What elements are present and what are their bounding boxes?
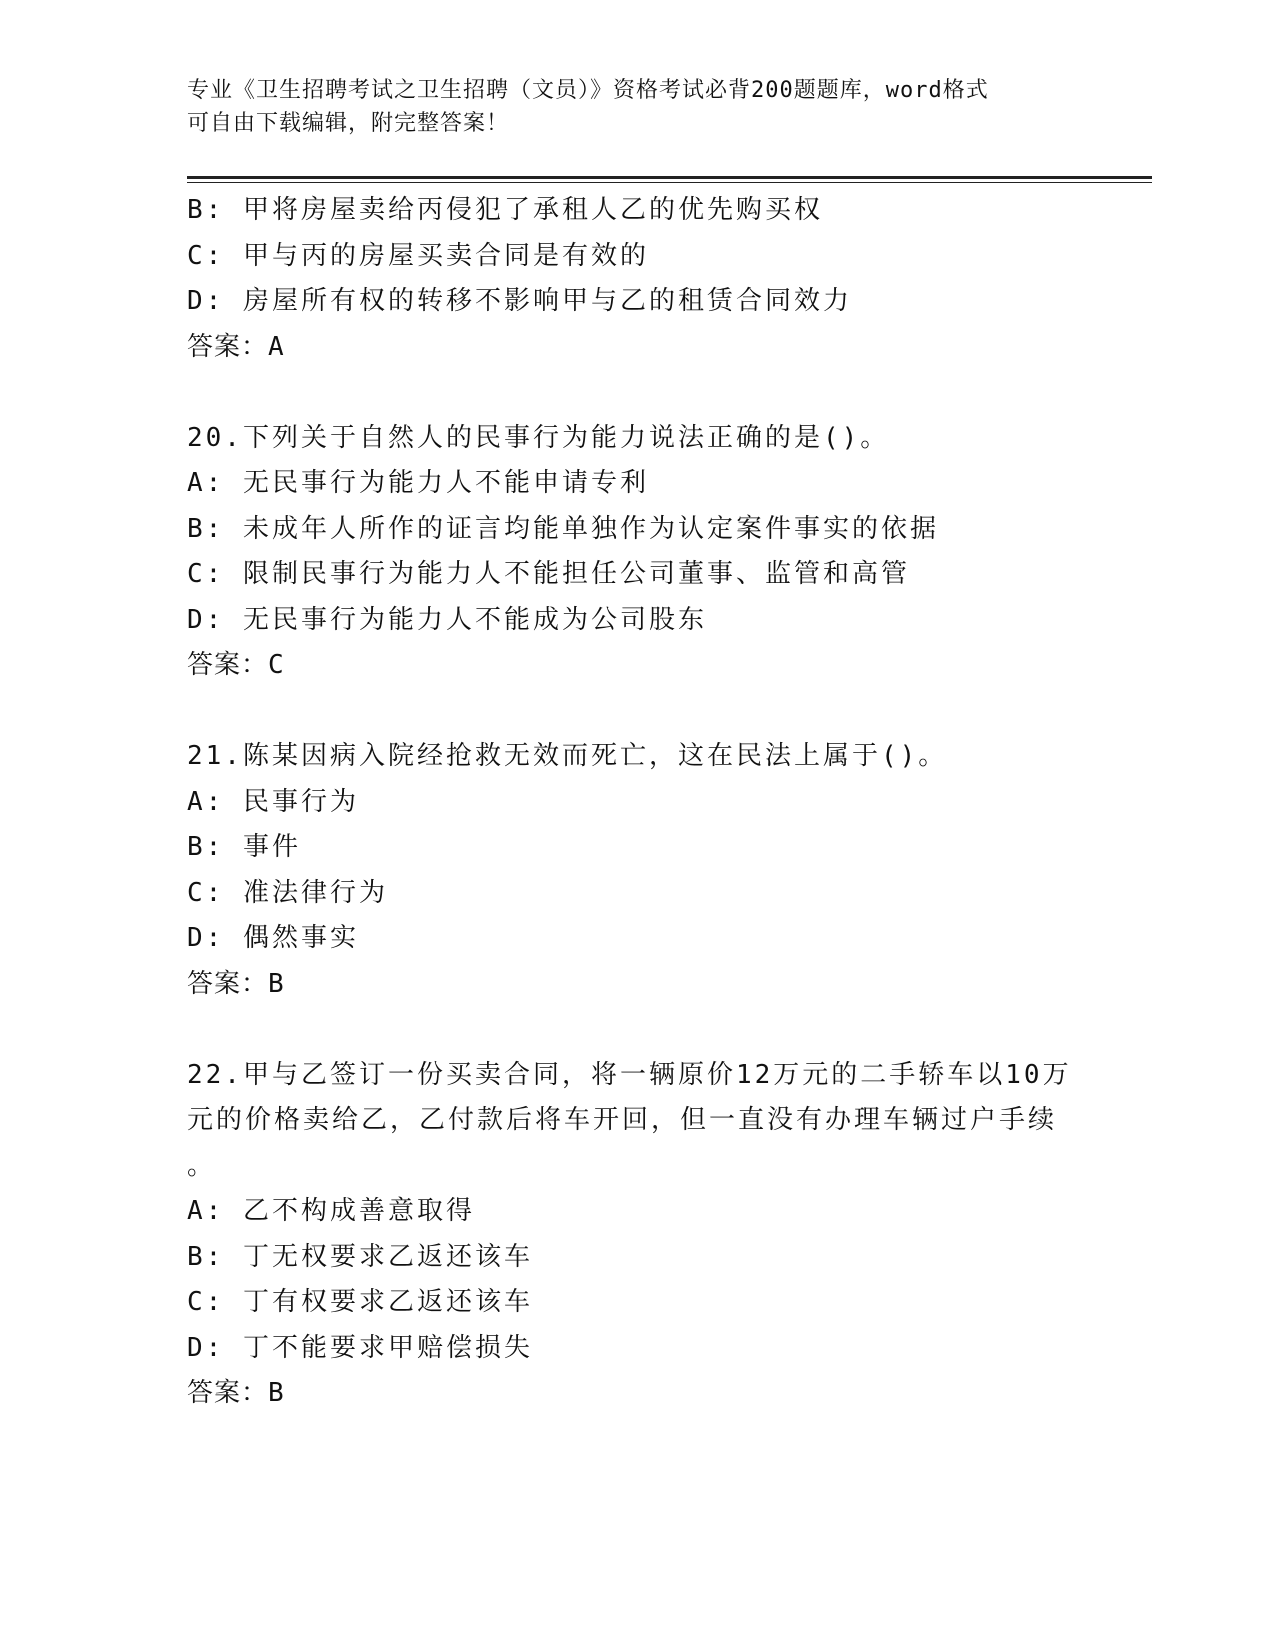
- option-a: A: 民事行为: [187, 786, 359, 817]
- question-20: [187, 416, 1087, 689]
- question-19-continued: [187, 188, 1087, 370]
- option-c: C: 限制民事行为能力人不能担任公司董事、监管和高管: [187, 559, 910, 589]
- question-stem: 20.下列关于自然人的民事行为能力说法正确的是()。: [187, 422, 890, 453]
- answer-value: A: [268, 331, 285, 362]
- option-c: C: 准法律行为: [187, 877, 388, 908]
- option-c: C: 甲与丙的房屋买卖合同是有效的: [187, 240, 649, 271]
- option-d: D: 房屋所有权的转移不影响甲与乙的租赁合同效力: [187, 286, 852, 316]
- question-list: [187, 188, 1087, 1417]
- answer-line: [187, 325, 1087, 371]
- option-b: B: 事件: [187, 832, 301, 862]
- answer-line: [187, 1371, 1087, 1417]
- option-d: D: 丁不能要求甲赔偿损失: [187, 1332, 533, 1363]
- header-title-line-1: 专业《卫生招聘考试之卫生招聘（文员）》资格考试必背200题题库，word格式: [187, 78, 989, 103]
- option-b: B: 未成年人所作的证言均能单独作为认定案件事实的依据: [187, 513, 939, 544]
- question-stem: 21.陈某因病入院经抢救无效而死亡，这在民法上属于()。: [187, 741, 948, 771]
- question-22: [187, 1053, 1087, 1417]
- question-stem-line-1: 22.甲与乙签订一份买卖合同，将一辆原价12万元的二手轿车以10万: [187, 1059, 1072, 1090]
- document-header: [187, 74, 1067, 140]
- answer-label: 答案：: [187, 968, 269, 999]
- answer-line: [187, 962, 1087, 1008]
- option-b: B: 丁无权要求乙返还该车: [187, 1241, 533, 1272]
- answer-label: 答案：: [187, 650, 269, 680]
- question-21: [187, 734, 1087, 1007]
- answer-value: B: [268, 968, 285, 999]
- option-c: C: 丁有权要求乙返还该车: [187, 1287, 533, 1317]
- answer-value: B: [268, 1378, 285, 1408]
- option-d: D: 无民事行为能力人不能成为公司股东: [187, 604, 707, 635]
- question-stem-line-3: 。: [187, 1150, 217, 1181]
- answer-label: 答案：: [187, 331, 269, 362]
- option-a: A: 无民事行为能力人不能申请专利: [187, 468, 649, 498]
- option-b: B: 甲将房屋卖给丙侵犯了承租人乙的优先购买权: [187, 195, 823, 225]
- answer-line: [187, 643, 1087, 689]
- option-a: A: 乙不构成善意取得: [187, 1196, 475, 1226]
- option-d: D: 偶然事实: [187, 923, 359, 953]
- header-divider-thick: [187, 176, 1152, 179]
- spacer: [187, 370, 1087, 416]
- answer-value: C: [268, 650, 285, 680]
- header-title-line-2: 可自由下载编辑，附完整答案！: [187, 111, 510, 136]
- spacer: [187, 689, 1087, 735]
- answer-label: 答案：: [187, 1378, 269, 1408]
- question-stem-line-2: 元的价格卖给乙，乙付款后将车开回，但一直没有办理车辆过户手续: [187, 1105, 1058, 1135]
- spacer: [187, 1007, 1087, 1053]
- header-divider-thin: [187, 182, 1152, 183]
